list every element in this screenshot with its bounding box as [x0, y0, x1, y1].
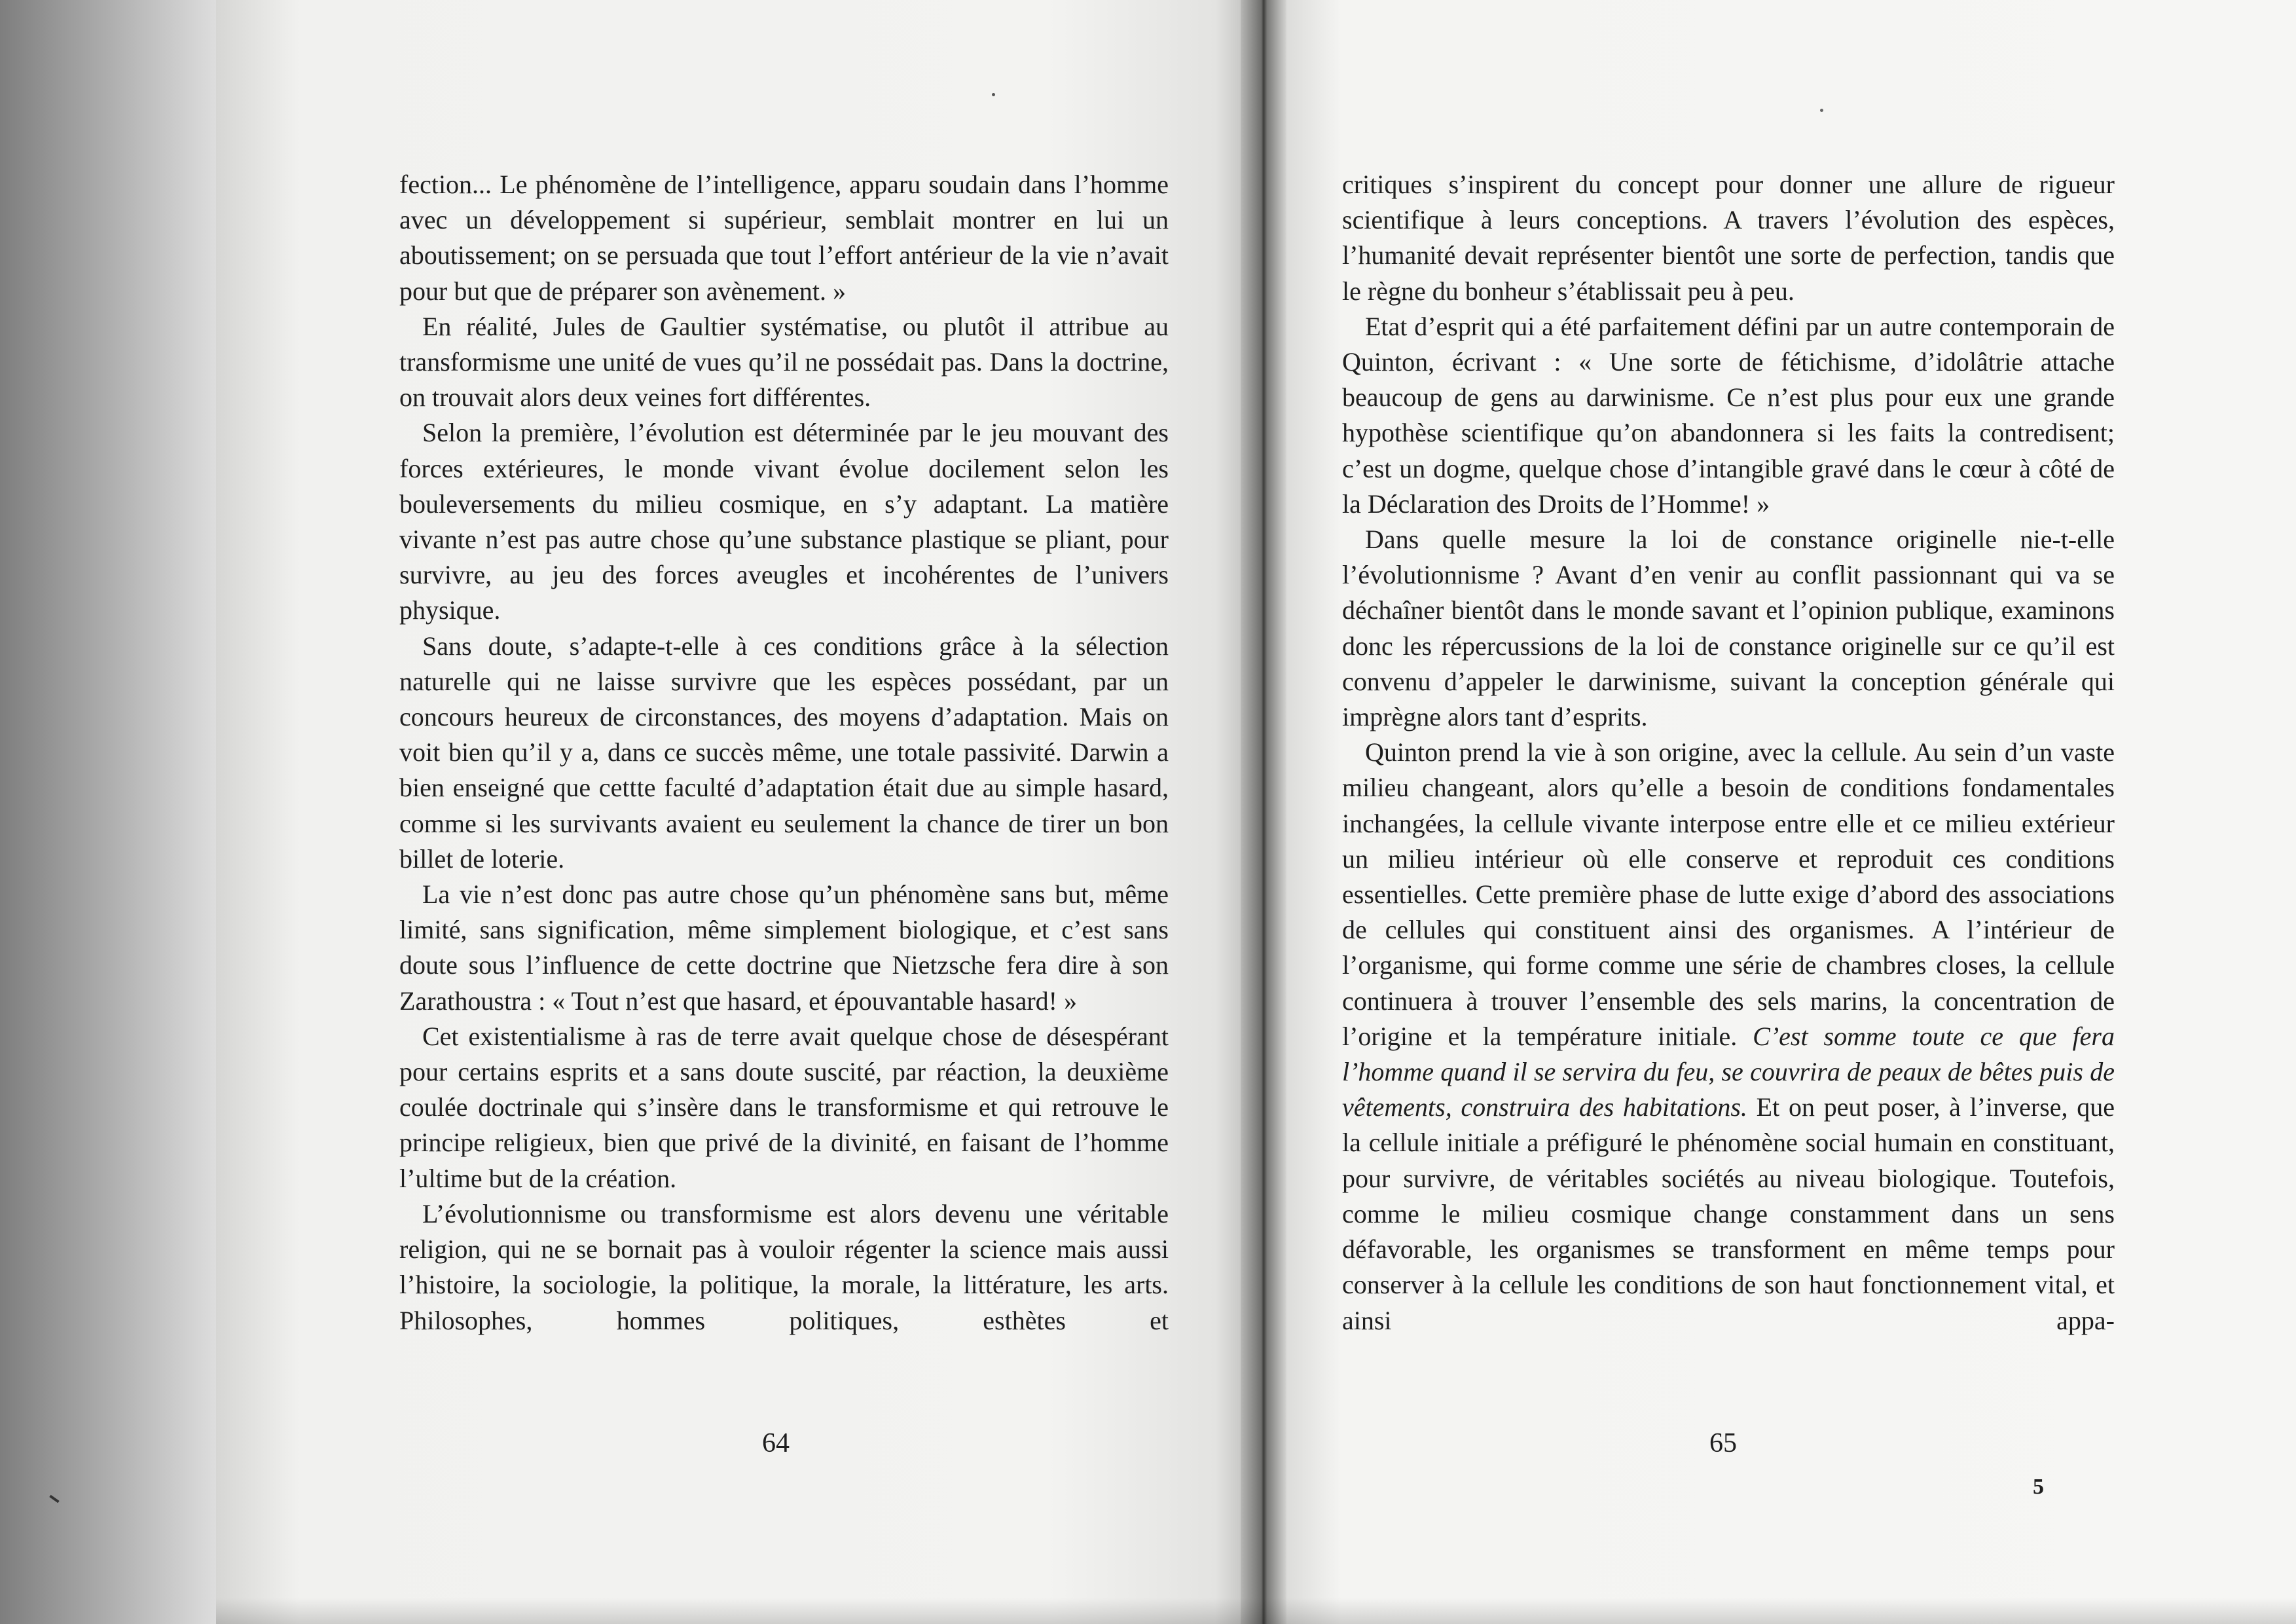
left-page-text — [399, 167, 1169, 1338]
page-number-left: 64 — [762, 1428, 790, 1458]
paragraph: Cet existentialisme à ras de terre avait quelque chose de désespérant pour certains esprits et a sans doute suscité, par réaction, la deuxième coulée doctrinale qui s’insère dans le transformisme et qui retrouve le principe religieux, bien que privé de la divinité, en faisant de l’homme l’ultime but de la création. — [399, 1021, 1169, 1193]
italic-passage: C’est somme toute ce que fera l’homme quand il se servira du feu, se couvrira de peaux de bêtes puis de vêtements, construira des habitations. — [1342, 1021, 2115, 1122]
paragraph-text: Quinton prend la vie à son origine, avec la cellule. Au sein d’un vaste milieu changeant, alors qu’elle a besoin de conditions fondamentales inchangées, la cellule vivante interpose entre elle et ce milieu extérieur un milieu intérieur où elle conserve et reproduit ces conditions essentielles. Cette première phase de lutte exige d’abord des associations de cellules qui constituent ainsi des organismes. A l’intérieur de l’organisme, qui forme comme une série de chambres closes, la cellule continuera à trouver l’ensemble des sels marins, la concentration de l’origine et la température initiale. — [1342, 737, 2115, 1051]
paragraph: Sans doute, s’adapte-t-elle à ces conditions grâce à la sélection naturelle qui ne laisse survivre que les espèces possédant, par un concours heureux de circonstances, des moyens d’adaptation. Mais on voit bien qu’il y a, dans ce succès même, une totale passivité. Darwin a bien enseigné que cettte faculté d’adaptation était due au simple hasard, comme si les survivants avaient eu seulement la chance de tirer un bon billet de loterie. — [399, 631, 1169, 874]
paragraph: fection... Le phénomène de l’intelligence, apparu soudain dans l’homme avec un développement si supérieur, semblait montrer en lui un aboutissement; on se persuada que tout l’effort antérieur de la vie n’avait pour but que de préparer son avènement. » — [399, 170, 1169, 306]
paragraph: critiques s’inspirent du concept pour donner une allure de rigueur scientifique à leurs conceptions. A travers l’évolution des espèces, l’humanité devait représenter bientôt une sorte de perfection, tandis que le règne du bonheur s’établissait peu à peu. — [1342, 170, 2115, 306]
paragraph: L’évolutionnisme ou transformisme est alors devenu une véritable religion, qui ne se bornait pas à vouloir régenter la science mais aussi l’histoire, la sociologie, la politique, la morale, la littérature, les arts. Philosophes, hommes politiques, esthètes et — [399, 1198, 1169, 1335]
paragraph: Etat d’esprit qui a été parfaitement défini par un autre contemporain de Quinton, écrivant : « Une sorte de fétichisme, d’idolâtrie attache beaucoup de gens au darwinisme. Ce n’est plus pour eux une grande hypothèse scientifique qu’on abandonnera si les faits la contredisent; c’est un dogme, quelque chose d’intangible gravé dans le cœur à côté de la Déclaration des Droits de l’Homme! » — [1342, 311, 2115, 519]
page-number-right: 65 — [1709, 1428, 1737, 1458]
bottom-edge-shadow — [216, 1598, 2296, 1624]
print-speck — [1820, 109, 1823, 112]
print-speck — [992, 93, 995, 96]
paragraph: En réalité, Jules de Gaultier systématise, ou plutôt il attribue au transformisme une unité de vues qu’il ne possédait pas. Dans la doctrine, on trouvait alors deux veines fort différentes. — [399, 311, 1169, 413]
book-gutter — [1241, 0, 1286, 1624]
scanner-edge-shadow — [0, 0, 236, 1624]
paragraph: Selon la première, l’évolution est déterminée par le jeu mouvant des forces extérieures, le monde vivant évolue docilement selon les bouleversements du milieu cosmique, en s’y adaptant. La matière vivante n’est pas autre chose qu’une substance plastique se pliant, pour survivre, au jeu des forces aveugles et incohérentes de l’univers physique. — [399, 418, 1169, 625]
paragraph: Dans quelle mesure la loi de constance originelle nie-t-elle l’évolutionnisme ? Avant d’en venir au conflit passionnant qui va se déchaîner bientôt dans le monde savant et l’opinion publique, examinons donc les répercussions de la loi de constance originelle sur ce qu’il est convenu d’appeler le darwinisme, suivant la conception générale qui imprègne alors tant d’esprits. — [1342, 525, 2115, 732]
signature-mark: 5 — [2033, 1475, 2044, 1499]
paragraph: La vie n’est donc pas autre chose qu’un phénomène sans but, même limité, sans signification, même simplement biologique, et c’est sans doute sous l’influence de cette doctrine que Nietzsche fera dire à son Zarathoustra : « Tout n’est que hasard, et épouvantable hasard! » — [399, 879, 1169, 1016]
paragraph-text: Et on peut poser, à l’inverse, que la cellule initiale a préfiguré le phénomène social humain en constituant, pour survivre, de véritables sociétés au niveau biologique. Toutefois, comme le milieu cosmique change constamment dans un sens défavorable, les organismes se transforment en même temps pour conserver à la cellule les conditions de son haut fonctionnement vital, et ainsi appa- — [1342, 1092, 2115, 1335]
right-page-text — [1342, 167, 2115, 1338]
paragraph — [1342, 735, 2115, 1338]
